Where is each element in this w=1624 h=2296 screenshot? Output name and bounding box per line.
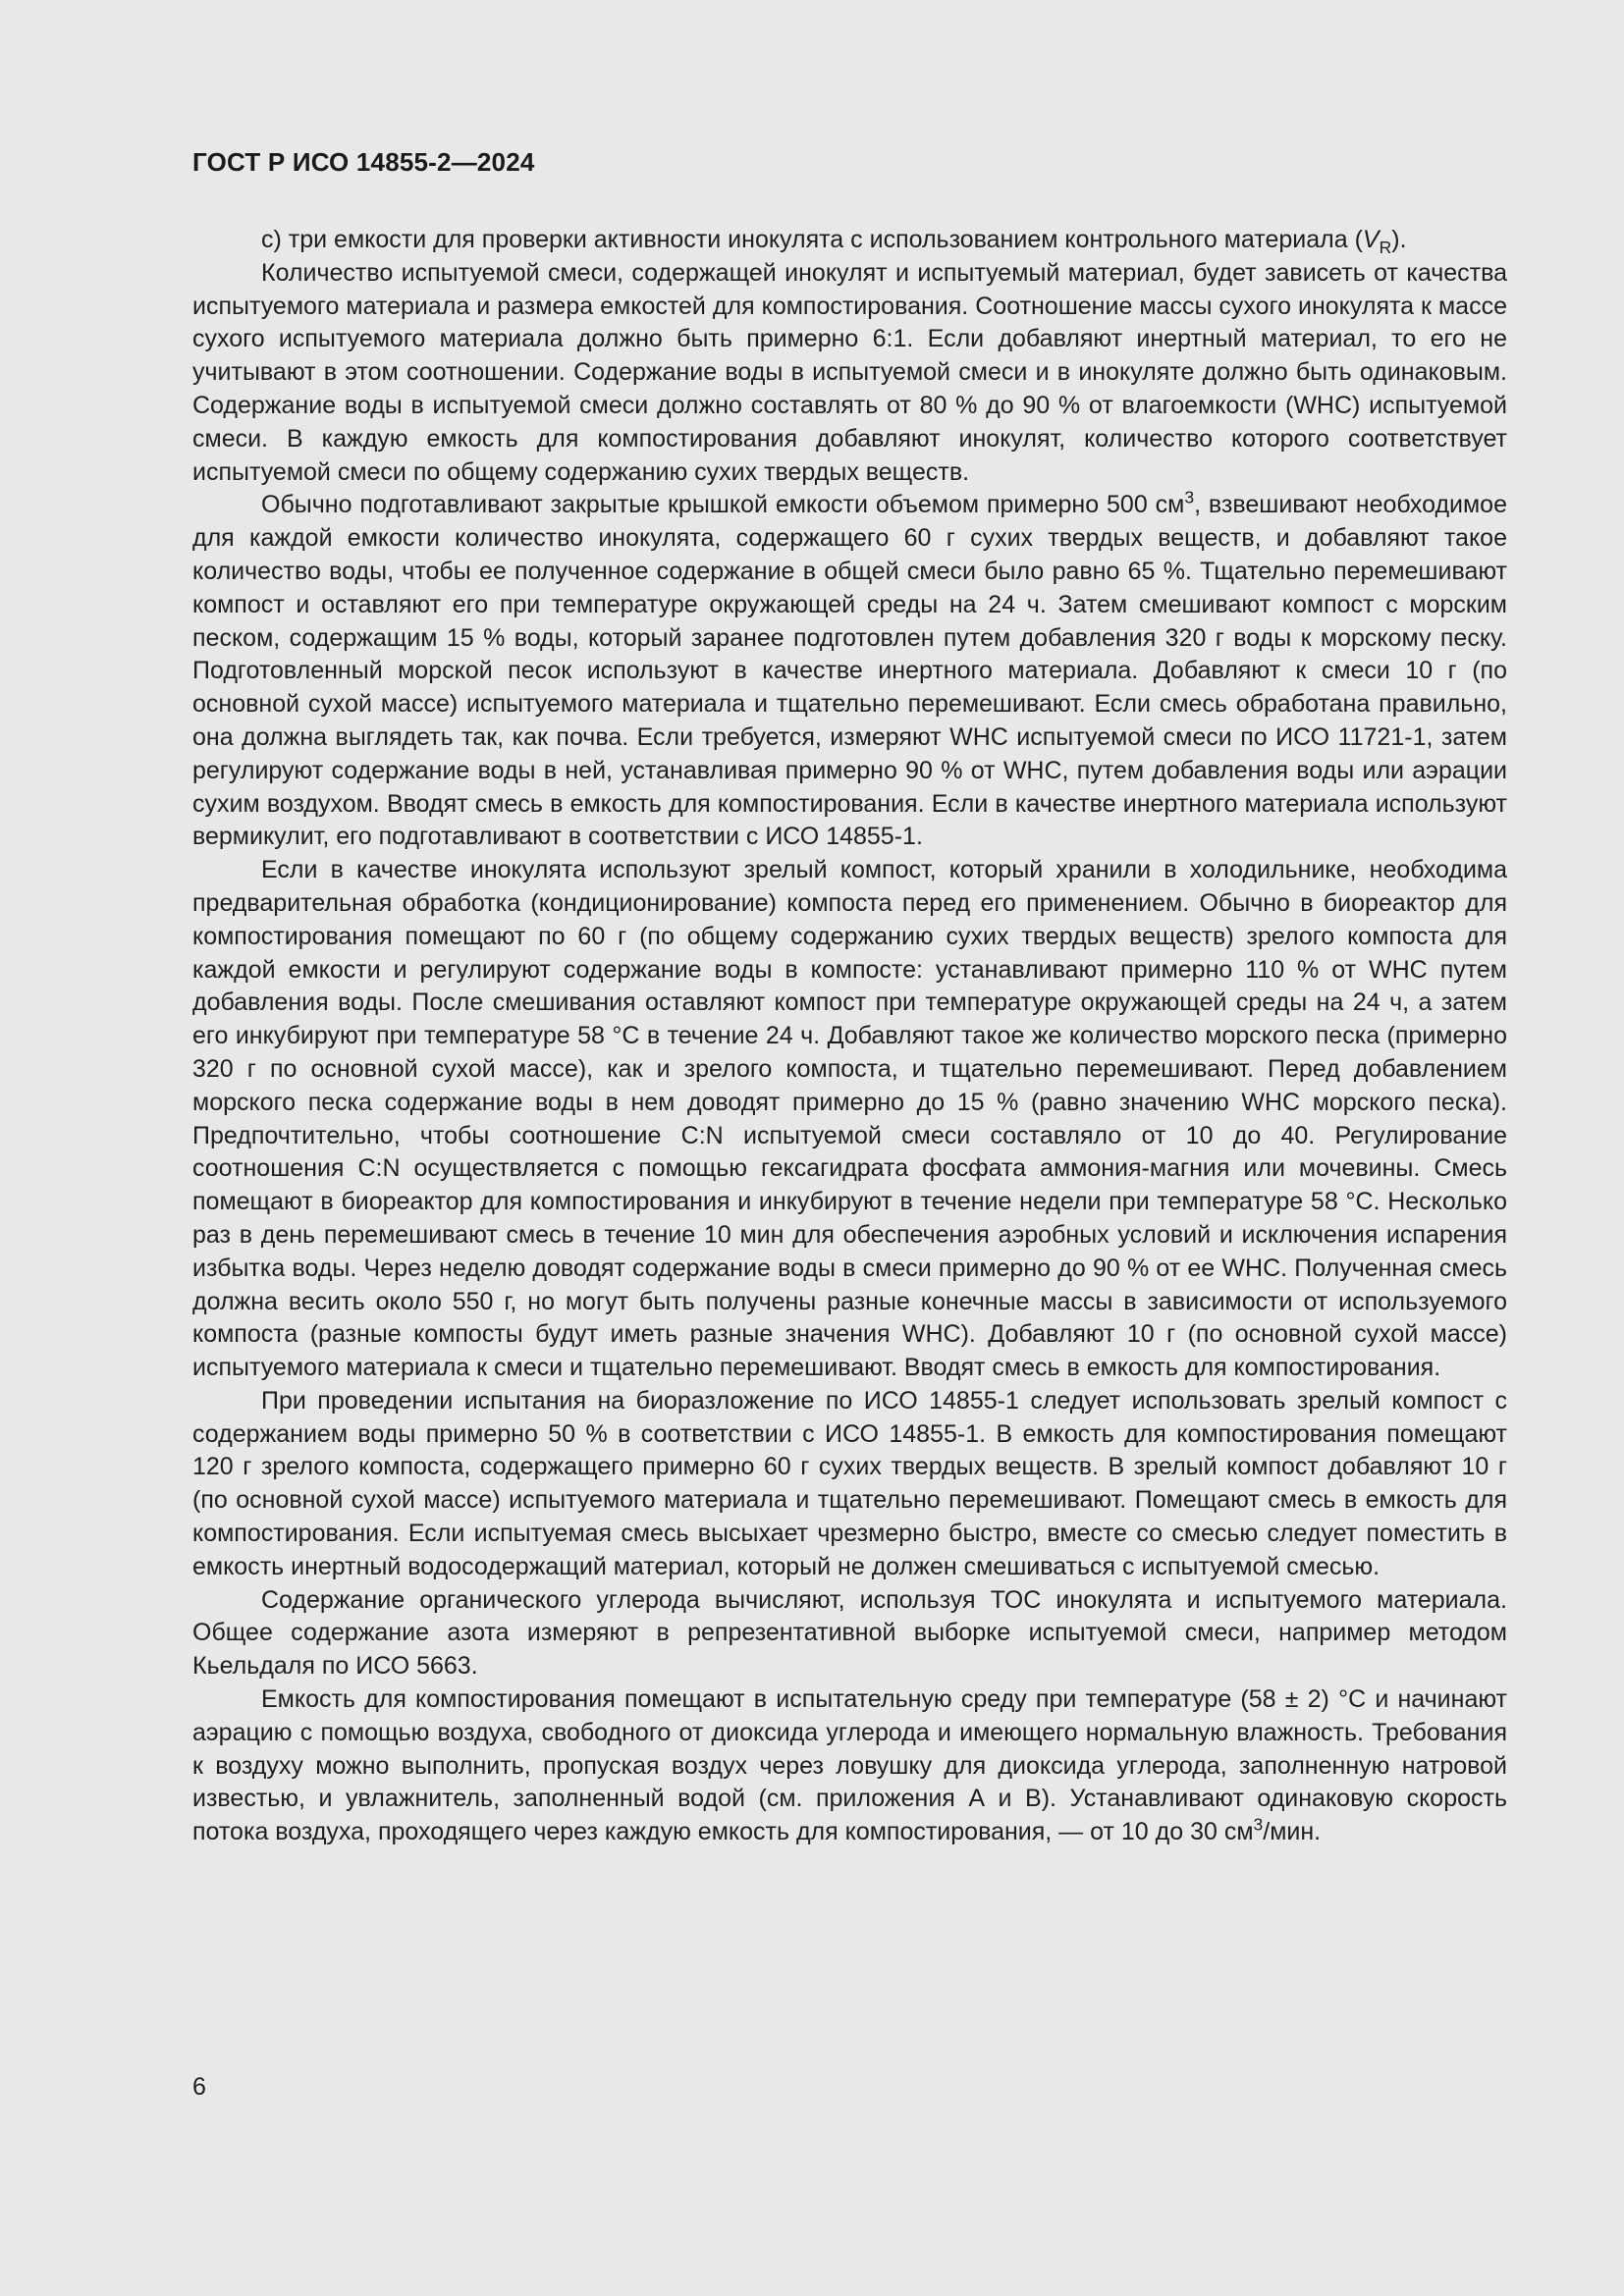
paragraph-organic-carbon: Содержание органического углерода вычисляют, используя ТОС инокулята и испытуемого материала. Общее содержание азота измеряют в репрезентативной выборке испытуемой смеси, например методом Кьельдаля по ИСО 5663. [192,1585,1507,1681]
paragraph-aeration: Емкость для компостирования помещают в испытательную среду при температуре (58 ± 2) °С и начинают аэрацию с помощью воздуха, свободного от диоксида углерода и имеющего нормальную влажность. Требования к воздуху можно выполнить, пропуская воздух через ловушку для диоксида углерода, заполненную натровой известью, и увлажнитель, заполненный водой (см. приложения А и В). Устанавливают одинаковую скорость потока воздуха, проходящего через каждую емкость для компостирования, — от 10 до 30 $см^3$/мин. [192,1685,1507,1846]
superscript: 3 [1184,488,1195,508]
variable-subscript: R [1379,238,1392,257]
paragraph-biodegradation-test: При проведении испытания на биоразложение по ИСО 14855-1 следует использовать зрелый компост с содержанием воды примерно 50 % в соответствии с ИСО 14855-1. В емкость для компостирования помещают 120 г зрелого компоста, содержащего примерно 60 г сухих твердых веществ. В зрелый компост добавляют 10 г (по основной сухой массе) испытуемого материала и тщательно перемешивают. Помещают смесь в емкость для компостирования. Если испытуемая смесь высыхает чрезмерно быстро, вместе со смесью следует поместить в емкость инертный водосодержащий материал, который не должен смешиваться с испытуемой смесью. [192,1386,1507,1580]
list-item-text: три емкости для проверки активности инокулята с использованием контрольного материала [288,226,1348,253]
document-header: ГОСТ Р ИСО 14855-2—2024 [192,147,535,177]
page-number: 6 [192,2073,206,2101]
document-body [192,224,1507,1849]
paragraph-mature-compost: Если в качестве инокулята используют зрелый компост, который хранили в холодильнике, необходима предварительная обработка (кондиционирование) компоста перед его применением. Обычно в биореактор для компостирования помещают по 60 г (по общему содержанию сухих твердых веществ) зрелого компоста для каждой емкости и регулируют содержание воды в компосте: устанавливают примерно 110 % от WHC путем добавления воды. После смешивания оставляют компост при температуре окружающей среды на 24 ч, а затем его инкубируют при температуре 58 °С в течение 24 ч. Добавляют такое же количество морского песка (примерно 320 г по основной сухой массе), как и зрелого компоста, и тщательно перемешивают. Перед добавлением морского песка содержание воды в нем доводят примерно до 15 % (равно значению WHC морского песка). Предпочтительно, чтобы соотношение С:N испытуемой смеси составляло от 10 до 40. Регулирование соотношения С:N осуществляется с помощью гексагидрата фосфата аммония-магния или мочевины. Смесь помещают в биореактор для компостирования и инкубируют в течение недели при температуре 58 °С. Несколько раз в день перемешивают смесь в течение 10 мин для обеспечения аэробных условий и исключения испарения избытка воды. Через неделю доводят содержание воды в смеси примерно до 90 % от ее WHC. Полученная смесь должна весить около 550 г, но могут быть получены разные конечные массы в зависимости от используемого компоста (разные компосты будут иметь разные значения WHC). Добавляют 10 г (по основной сухой массе) испытуемого материала к смеси и тщательно перемешивают. Вводят смесь в емкость для компостирования. [192,856,1507,1382]
paragraph-vessel-preparation: Обычно подготавливают закрытые крышкой емкости объемом примерно 500 $см^3$, взвешивают необходимое для каждой емкости количество инокулята, содержащего 60 г сухих твердых веществ, и добавляют такое количество воды, чтобы ее полученное содержание в общей смеси было равно 65 %. Тщательно перемешивают компост и оставляют его при температуре окружающей среды на 24 ч. Затем смешивают компост с морским песком, содержащим 15 % воды, который заранее подготовлен путем добавления 320 г воды к морскому песку. Подготовленный морской песок используют в качестве инертного материала. Добавляют к смеси 10 г (по основной сухой массе) испытуемого материала и тщательно перемешивают. Если смесь обработана правильно, она должна выглядеть так, как почва. Если требуется, измеряют WHC испытуемой смеси по ИСО 11721-1, затем регулируют содержание воды в ней, устанавливая примерно 90 % от WHC, путем добавления воды или аэрации сухим воздухом. Вводят смесь в емкость для компостирования. Если в качестве инертного материала используют вермикулит, его подготавливают в соответствии с ИСО 14855-1. [192,488,1507,851]
paragraph-mixture-quantity: Количество испытуемой смеси, содержащей инокулят и испытуемый материал, будет зависеть от качества испытуемого материала и размера емкостей для компостирования. Соотношение массы сухого инокулята к массе сухого испытуемого материала должно быть примерно 6:1. Если добавляют инертный материал, то его не учитывают в этом соотношении. Содержание воды в испытуемой смеси и в инокуляте должно быть одинаковым. Содержание воды в испытуемой смеси должно составлять от 80 % до 90 % от влагоемкости (WHC) испытуемой смеси. В каждую емкость для компостирования добавляют инокулят, количество которого соответствует испытуемой смеси по общему содержанию сухих твердых веществ. [192,258,1507,486]
list-item-label: c) [261,226,282,253]
list-item-c: c) три емкости для проверки активности инокулята с использованием контрольного материала $(V_R)$. [261,226,1407,257]
superscript: 3 [1253,1814,1264,1835]
variable-v: V [1362,226,1380,253]
